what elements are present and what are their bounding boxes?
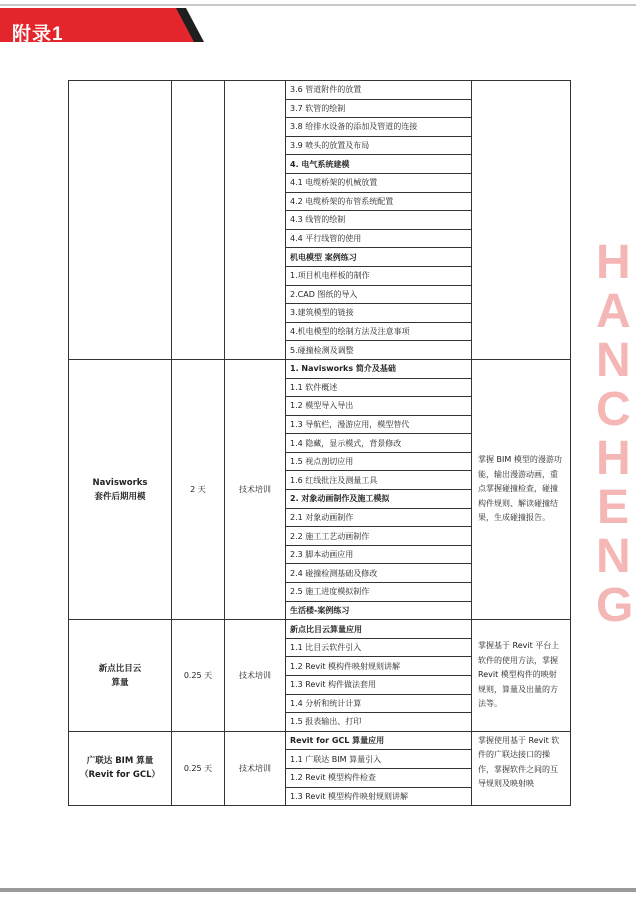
content-item: 新点比目云算量应用 <box>286 620 472 639</box>
content-item: 1.2 Revit 模型构件检查 <box>286 768 472 787</box>
content-item: 5.碰撞检测及调整 <box>286 341 472 360</box>
content-item: 2.3 脚本动画应用 <box>286 545 472 564</box>
content-item: 4.2 电缆桥架的布管系统配置 <box>286 192 472 211</box>
type-cell: 技术培训 <box>225 359 286 619</box>
content-item: 4. 电气系统建模 <box>286 155 472 174</box>
content-item: 2.5 施工进度模拟制作 <box>286 583 472 602</box>
content-item: 3.建筑模型的链接 <box>286 304 472 323</box>
course-name-cell <box>69 81 172 360</box>
content-item: 2.1 对象动画制作 <box>286 508 472 527</box>
goal-cell: 掌握 BIM 模型的漫游功能，输出漫游动画，重点掌握碰撞检查，碰撞构件规则、解读碰撞结果，生成碰撞报告。 <box>472 359 571 619</box>
content-item: 1.3 Revit 模型构件映射规则讲解 <box>286 787 472 806</box>
content-item: 1.5 视点剖切应用 <box>286 452 472 471</box>
content-item: 1.1 比目云软件引入 <box>286 638 472 657</box>
content-item: 1.4 隐藏，显示模式，背景修改 <box>286 434 472 453</box>
content-item: 4.3 线管的绘制 <box>286 211 472 230</box>
content-item: 1.3 导航栏，漫游应用，模型替代 <box>286 415 472 434</box>
content-item: 1.5 报表输出、打印 <box>286 713 472 732</box>
content-item: 3.7 软管的绘制 <box>286 99 472 118</box>
course-name-line: Navisworks <box>92 477 148 488</box>
table-row <box>69 359 571 378</box>
top-rule <box>0 4 636 6</box>
watermark <box>596 236 634 632</box>
course-name-line: 广联达 BIM 算量 <box>86 756 154 767</box>
content-item: 3.9 喷头的放置及布局 <box>286 136 472 155</box>
content-item: 2. 对象动画制作及施工模拟 <box>286 490 472 509</box>
watermark-letter: G <box>596 579 634 632</box>
duration-cell <box>172 81 225 360</box>
goal-cell: 掌握基于 Revit 平台上软件的使用方法，掌握 Revit 模型构件的映射规则，算量及出量的方法等。 <box>472 620 571 732</box>
content-item: Revit for GCL 算量应用 <box>286 731 472 750</box>
content-item: 1. Navisworks 简介及基础 <box>286 359 472 378</box>
content-item: 1.6 红线批注及测量工具 <box>286 471 472 490</box>
course-name-line: 套件后期用模 <box>94 491 146 502</box>
duration-cell: 0.25 天 <box>172 731 225 805</box>
appendix-badge <box>0 8 204 45</box>
watermark-letter: H <box>596 432 631 485</box>
watermark-letter: A <box>596 285 631 338</box>
content-item: 4.1 电缆桥架的机械放置 <box>286 173 472 192</box>
content-item: 1.2 模型导入导出 <box>286 397 472 416</box>
table-row <box>69 81 571 100</box>
bottom-rule <box>0 888 636 892</box>
watermark-letter: N <box>596 530 631 583</box>
course-name-line: 算量 <box>111 677 129 688</box>
duration-cell: 2 天 <box>172 359 225 619</box>
content-item: 2.4 碰撞检测基础及修改 <box>286 564 472 583</box>
course-name-cell <box>69 731 172 805</box>
content-item: 1.1 广联达 BIM 算量引入 <box>286 750 472 769</box>
course-name-line: （Revit for GCL） <box>79 770 161 781</box>
content-item: 3.8 给排水设备的添加及管道的连接 <box>286 118 472 137</box>
duration-cell: 0.25 天 <box>172 620 225 732</box>
type-cell <box>225 81 286 360</box>
goal-cell <box>472 81 571 360</box>
watermark-letter: C <box>596 383 631 436</box>
type-cell: 技术培训 <box>225 620 286 732</box>
content-item: 2.CAD 图纸的导入 <box>286 285 472 304</box>
content-item: 1.1 软件概述 <box>286 378 472 397</box>
watermark-letter: N <box>596 334 631 387</box>
content-item: 1.项目机电样板的制作 <box>286 266 472 285</box>
content-item: 2.2 施工工艺动画制作 <box>286 527 472 546</box>
table-row <box>69 731 571 750</box>
course-name-cell <box>69 620 172 732</box>
content-item: 1.3 Revit 构件做法套用 <box>286 676 472 695</box>
course-name-cell <box>69 359 172 619</box>
content-item: 1.4 分析和统计计算 <box>286 694 472 713</box>
goal-cell: 掌握使用基于 Revit 软件的广联达接口的操作，掌握软件之间的互导规则及映射映 <box>472 731 571 805</box>
watermark-letter: E <box>596 481 629 534</box>
type-cell: 技术培训 <box>225 731 286 805</box>
content-item: 1.2 Revit 模构件映射规则讲解 <box>286 657 472 676</box>
content-item: 生活楼-案例练习 <box>286 601 472 620</box>
content-item: 机电模型 案例练习 <box>286 248 472 267</box>
content-item: 3.6 管道附件的放置 <box>286 81 472 100</box>
table-row <box>69 620 571 639</box>
course-name-line: 新点比目云 <box>98 663 142 674</box>
course-table <box>68 80 571 806</box>
content-item: 4.机电模型的绘制方法及注意事项 <box>286 322 472 341</box>
appendix-title: 附录1 <box>12 24 64 45</box>
content-item: 4.4 平行线管的使用 <box>286 229 472 248</box>
watermark-letter: H <box>596 236 631 289</box>
